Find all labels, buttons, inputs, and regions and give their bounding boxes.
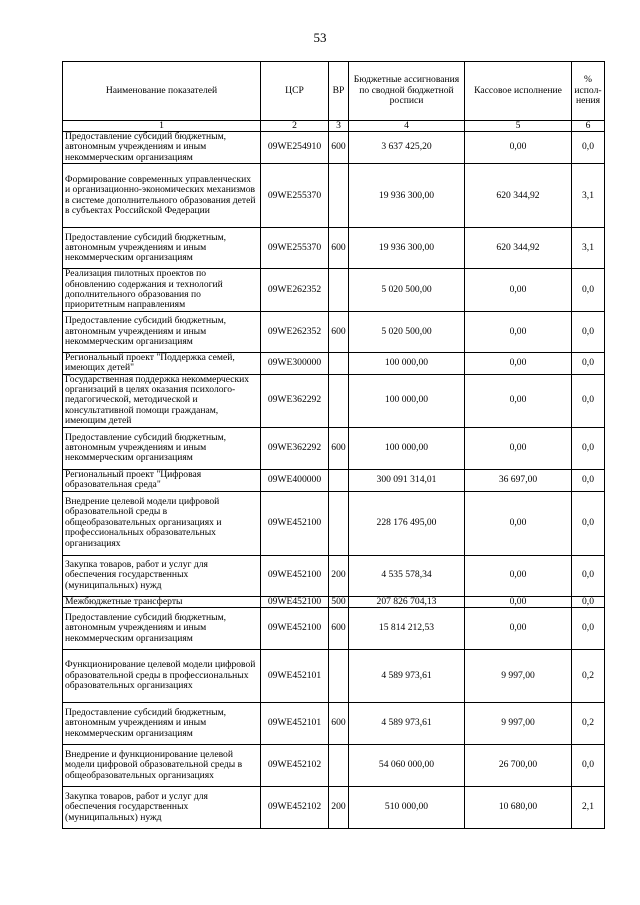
row-percent: 0,0 xyxy=(572,269,605,312)
row-vr: 600 xyxy=(329,607,349,649)
table-row xyxy=(63,555,605,596)
row-csr: 09WE452100 xyxy=(261,555,329,596)
table-row xyxy=(63,352,605,374)
row-name: Закупка товаров, работ и услуг для обеспечения государственных (муниципальных) нужд xyxy=(63,786,261,828)
row-name: Закупка товаров, работ и услуг для обеспечения государственных (муниципальных) нужд xyxy=(63,555,261,596)
row-csr: 09WE452102 xyxy=(261,786,329,828)
row-allocation: 4 589 973,61 xyxy=(349,702,465,744)
column-number-row xyxy=(63,121,605,132)
table-row xyxy=(63,491,605,555)
row-percent: 0,0 xyxy=(572,352,605,374)
row-csr: 09WE452101 xyxy=(261,702,329,744)
column-number: 3 xyxy=(329,121,349,132)
table-row xyxy=(63,311,605,352)
header-vr: ВР xyxy=(329,62,349,121)
row-percent: 0,0 xyxy=(572,596,605,607)
row-vr: 600 xyxy=(329,311,349,352)
row-csr: 09WE255370 xyxy=(261,228,329,269)
table-row xyxy=(63,702,605,744)
row-name: Государственная поддержка некоммерческих организаций в целях оказания психолого-педагогической, методической и консультативной помощи гражданам, имеющим детей xyxy=(63,374,261,427)
row-allocation: 4 535 578,34 xyxy=(349,555,465,596)
row-vr: 500 xyxy=(329,596,349,607)
row-allocation: 510 000,00 xyxy=(349,786,465,828)
row-vr: 200 xyxy=(329,555,349,596)
row-percent: 0,0 xyxy=(572,607,605,649)
row-allocation: 19 936 300,00 xyxy=(349,164,465,228)
row-csr: 09WE400000 xyxy=(261,469,329,491)
column-number: 5 xyxy=(465,121,572,132)
row-vr xyxy=(329,269,349,312)
row-csr: 09WE255370 xyxy=(261,164,329,228)
row-allocation: 5 020 500,00 xyxy=(349,269,465,312)
table-body xyxy=(63,132,605,829)
row-cash-execution: 0,00 xyxy=(465,491,572,555)
row-allocation: 207 826 704,13 xyxy=(349,596,465,607)
row-name: Реализация пилотных проектов по обновлению содержания и технологий дополнительного образования по приоритетным направлениям xyxy=(63,269,261,312)
row-allocation: 4 589 973,61 xyxy=(349,649,465,702)
row-vr xyxy=(329,744,349,786)
page-number: 53 xyxy=(313,30,327,45)
table-row xyxy=(63,607,605,649)
row-cash-execution: 0,00 xyxy=(465,596,572,607)
row-percent: 0,0 xyxy=(572,469,605,491)
row-cash-execution: 0,00 xyxy=(465,132,572,164)
row-vr: 600 xyxy=(329,132,349,164)
column-number: 6 xyxy=(572,121,605,132)
table-row xyxy=(63,269,605,312)
row-allocation: 300 091 314,01 xyxy=(349,469,465,491)
header-name: Наименование показателей xyxy=(63,62,261,121)
header-allocations: Бюджетные ассигнования по сводной бюджетной росписи xyxy=(349,62,465,121)
row-csr: 09WE452102 xyxy=(261,744,329,786)
row-csr: 09WE452100 xyxy=(261,491,329,555)
row-allocation: 19 936 300,00 xyxy=(349,228,465,269)
row-cash-execution: 620 344,92 xyxy=(465,228,572,269)
column-number: 2 xyxy=(261,121,329,132)
row-name: Формирование современных управленческих и организационно-экономических механизмов в системе дополнительного образования детей в субъектах Российской Федерации xyxy=(63,164,261,228)
row-vr: 600 xyxy=(329,228,349,269)
row-name: Межбюджетные трансферты xyxy=(63,596,261,607)
row-cash-execution: 36 697,00 xyxy=(465,469,572,491)
table-row xyxy=(63,596,605,607)
table-row xyxy=(63,132,605,164)
column-number: 1 xyxy=(63,121,261,132)
row-name: Предоставление субсидий бюджетным, автономным учреждениям и иным некоммерческим организациям xyxy=(63,311,261,352)
table-row xyxy=(63,164,605,228)
row-percent: 3,1 xyxy=(572,164,605,228)
row-percent: 0,0 xyxy=(572,427,605,469)
row-allocation: 100 000,00 xyxy=(349,374,465,427)
row-percent: 0,0 xyxy=(572,491,605,555)
row-csr: 09WE262352 xyxy=(261,269,329,312)
row-cash-execution: 0,00 xyxy=(465,269,572,312)
table-row xyxy=(63,374,605,427)
row-cash-execution: 0,00 xyxy=(465,607,572,649)
row-cash-execution: 9 997,00 xyxy=(465,649,572,702)
row-vr xyxy=(329,469,349,491)
row-percent: 0,0 xyxy=(572,374,605,427)
row-csr: 09WE362292 xyxy=(261,427,329,469)
row-csr: 09WE262352 xyxy=(261,311,329,352)
row-allocation: 228 176 495,00 xyxy=(349,491,465,555)
row-percent: 0,0 xyxy=(572,555,605,596)
row-percent: 0,0 xyxy=(572,132,605,164)
row-vr xyxy=(329,649,349,702)
table-row xyxy=(63,427,605,469)
column-number: 4 xyxy=(349,121,465,132)
row-vr xyxy=(329,491,349,555)
header-percent: % испол-нения xyxy=(572,62,605,121)
header-csr: ЦСР xyxy=(261,62,329,121)
row-name: Региональный проект "Поддержка семей, имеющих детей" xyxy=(63,352,261,374)
row-percent: 2,1 xyxy=(572,786,605,828)
row-allocation: 5 020 500,00 xyxy=(349,311,465,352)
row-vr: 600 xyxy=(329,427,349,469)
table-row xyxy=(63,469,605,491)
row-name: Функционирование целевой модели цифровой образовательной среды в профессиональных образовательных организациях xyxy=(63,649,261,702)
row-csr: 09WE362292 xyxy=(261,374,329,427)
row-csr: 09WE254910 xyxy=(261,132,329,164)
row-csr: 09WE452100 xyxy=(261,607,329,649)
budget-execution-table xyxy=(62,61,605,829)
row-cash-execution: 0,00 xyxy=(465,427,572,469)
row-name: Предоставление субсидий бюджетным, автономным учреждениям и иным некоммерческим организациям xyxy=(63,702,261,744)
table-row xyxy=(63,744,605,786)
row-vr: 200 xyxy=(329,786,349,828)
row-percent: 0,2 xyxy=(572,649,605,702)
row-percent: 0,2 xyxy=(572,702,605,744)
row-csr: 09WE300000 xyxy=(261,352,329,374)
row-cash-execution: 10 680,00 xyxy=(465,786,572,828)
table-row xyxy=(63,228,605,269)
row-cash-execution: 0,00 xyxy=(465,555,572,596)
row-allocation: 3 637 425,20 xyxy=(349,132,465,164)
table-row xyxy=(63,649,605,702)
row-vr xyxy=(329,352,349,374)
row-allocation: 100 000,00 xyxy=(349,352,465,374)
row-allocation: 15 814 212,53 xyxy=(349,607,465,649)
row-name: Предоставление субсидий бюджетным, автономным учреждениям и иным некоммерческим организациям xyxy=(63,228,261,269)
row-vr xyxy=(329,374,349,427)
row-allocation: 54 060 000,00 xyxy=(349,744,465,786)
row-percent: 0,0 xyxy=(572,744,605,786)
table-row xyxy=(63,786,605,828)
row-cash-execution: 26 700,00 xyxy=(465,744,572,786)
row-name: Предоставление субсидий бюджетным, автономным учреждениям и иным некоммерческим организациям xyxy=(63,427,261,469)
header-cash-execution: Кассовое исполнение xyxy=(465,62,572,121)
row-csr: 09WE452101 xyxy=(261,649,329,702)
header-row xyxy=(63,62,605,121)
row-percent: 0,0 xyxy=(572,311,605,352)
row-allocation: 100 000,00 xyxy=(349,427,465,469)
row-name: Внедрение и функционирование целевой модели цифровой образовательной среды в общеобразовательных организациях xyxy=(63,744,261,786)
row-vr xyxy=(329,164,349,228)
row-vr: 600 xyxy=(329,702,349,744)
row-percent: 3,1 xyxy=(572,228,605,269)
row-cash-execution: 0,00 xyxy=(465,311,572,352)
row-name: Внедрение целевой модели цифровой образовательной среды в общеобразовательных организациях и профессиональных образовательных организациях xyxy=(63,491,261,555)
row-name: Региональный проект "Цифровая образовательная среда" xyxy=(63,469,261,491)
row-cash-execution: 0,00 xyxy=(465,352,572,374)
row-name: Предоставление субсидий бюджетным, автономным учреждениям и иным некоммерческим организациям xyxy=(63,607,261,649)
row-name: Предоставление субсидий бюджетным, автономным учреждениям и иным некоммерческим организациям xyxy=(63,132,261,164)
row-cash-execution: 0,00 xyxy=(465,374,572,427)
row-csr: 09WE452100 xyxy=(261,596,329,607)
row-cash-execution: 9 997,00 xyxy=(465,702,572,744)
row-cash-execution: 620 344,92 xyxy=(465,164,572,228)
